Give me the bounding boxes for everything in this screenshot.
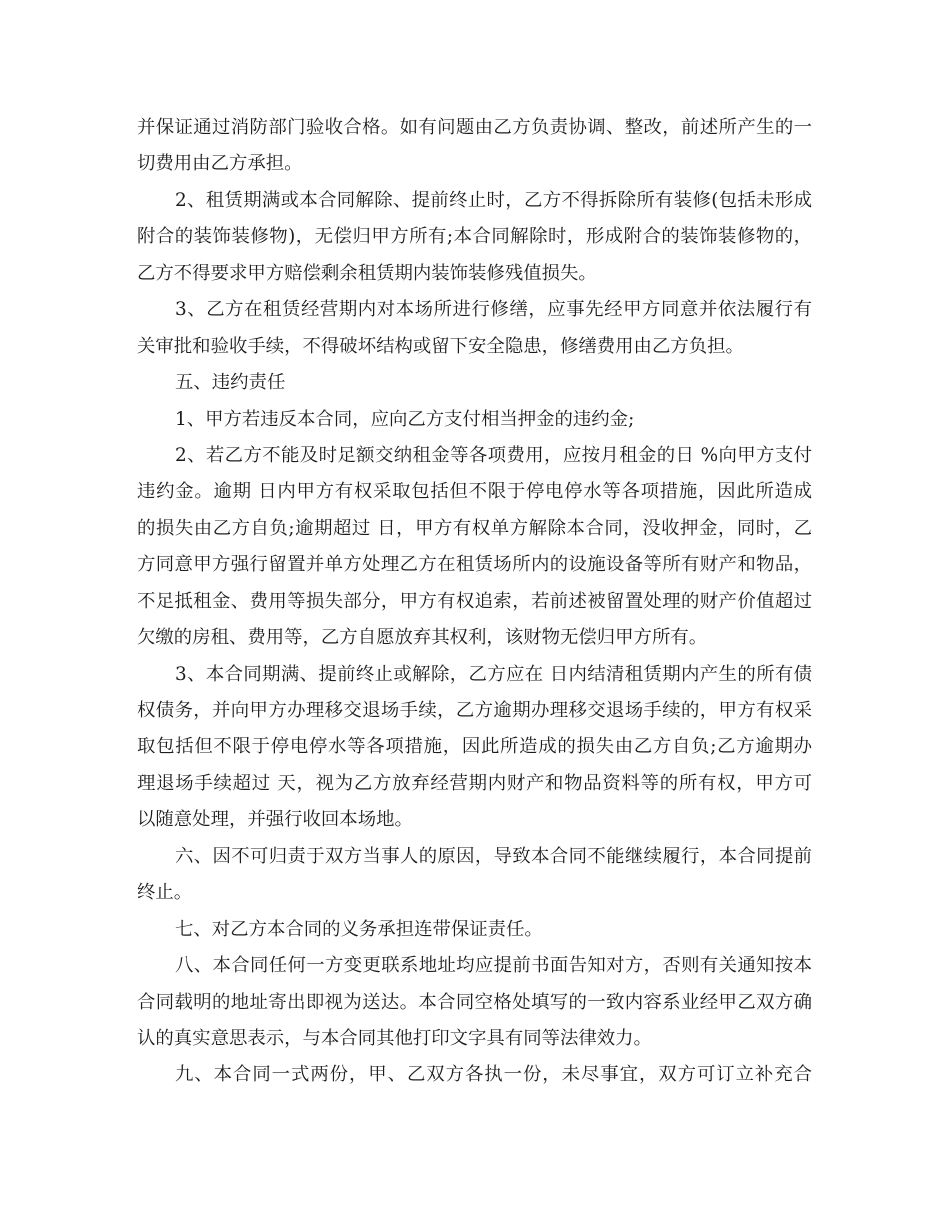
paragraph-first-line: 八、本合同任何一方变更联系地址均应提前书面告知对方，否则有关通知按本 — [175, 955, 812, 977]
paragraph-first-line: 五、违约责任 — [175, 372, 286, 394]
paragraph-line: 取包括但不限于停电停水等各项措施，因此所造成的损失由乙方自负;乙方逾期办 — [137, 736, 812, 758]
paragraph-line: 欠缴的房租、费用等，乙方自愿放弃其权利，该财物无偿归甲方所有。 — [137, 627, 708, 649]
paragraph-first-line: 2、租赁期满或本合同解除、提前终止时，乙方不得拆除所有装修(包括未形成 — [175, 189, 812, 211]
paragraph-line: 权债务，并向甲方办理移交退场手续，乙方逾期办理移交退场手续的，甲方有权采 — [137, 700, 812, 721]
paragraph-line: 违约金。逾期 日内甲方有权采取包括但不限于停电停水等各项措施，因此所造成 — [137, 481, 812, 503]
paragraph-line: 附合的装饰装修物)，无偿归甲方所有;本合同解除时，形成附合的装饰装修物的， — [137, 226, 812, 248]
paragraph-first-line: 1、甲方若违反本合同，应向乙方支付相当押金的违约金; — [175, 408, 635, 430]
paragraph-first-line: 2、若乙方不能及时足额交纳租金等各项费用，应按月租金的日 %向甲方支付 — [175, 444, 812, 466]
paragraph-line: 合同载明的地址寄出即视为送达。本合同空格处填写的一致内容系业经甲乙双方确 — [137, 991, 812, 1013]
paragraph-line: 方同意甲方强行留置并单方处理乙方在租赁场所内的设施设备等所有财产和物品， — [137, 554, 812, 576]
paragraph-first-line: 七、对乙方本合同的义务承担连带保证责任。 — [175, 918, 543, 940]
paragraph-line: 切费用由乙方承担。 — [137, 153, 303, 175]
paragraph-line: 终止。 — [137, 882, 193, 904]
paragraph-first-line: 九、本合同一式两份，甲、乙双方各执一份，未尽事宜，双方可订立补充合 — [175, 1064, 812, 1086]
paragraph-first-line: 3、乙方在租赁经营期内对本场所进行修缮，应事先经甲方同意并依法履行有 — [175, 299, 812, 321]
paragraph-line: 乙方不得要求甲方赔偿剩余租赁期内装饰装修残值损失。 — [137, 262, 597, 284]
paragraph-first-line: 3、本合同期满、提前终止或解除，乙方应在 日内结清租赁期内产生的所有债 — [175, 663, 812, 685]
contract-body-text — [137, 110, 812, 1094]
paragraph-line: 认的真实意思表示，与本合同其他打印文字具有同等法律效力。 — [137, 1027, 652, 1049]
paragraph-line: 关审批和验收手续，不得破坏结构或留下安全隐患，修缮费用由乙方负担。 — [137, 335, 744, 357]
paragraph-first-line: 六、因不可归责于双方当事人的原因，导致本合同不能继续履行，本合同提前 — [175, 845, 812, 867]
paragraph-line: 以随意处理，并强行收回本场地。 — [137, 809, 413, 831]
paragraph-first-line: 并保证通过消防部门验收合格。如有问题由乙方负责协调、整改，前述所产生的一 — [137, 117, 812, 138]
paragraph-line: 不足抵租金、费用等损失部分，甲方有权追索，若前述被留置处理的财产价值超过 — [137, 590, 812, 612]
paragraph-line: 理退场手续超过 天，视为乙方放弃经营期内财产和物品资料等的所有权，甲方可 — [137, 772, 812, 794]
paragraph-line: 的损失由乙方自负;逾期超过 日，甲方有权单方解除本合同，没收押金，同时，乙 — [137, 517, 812, 539]
